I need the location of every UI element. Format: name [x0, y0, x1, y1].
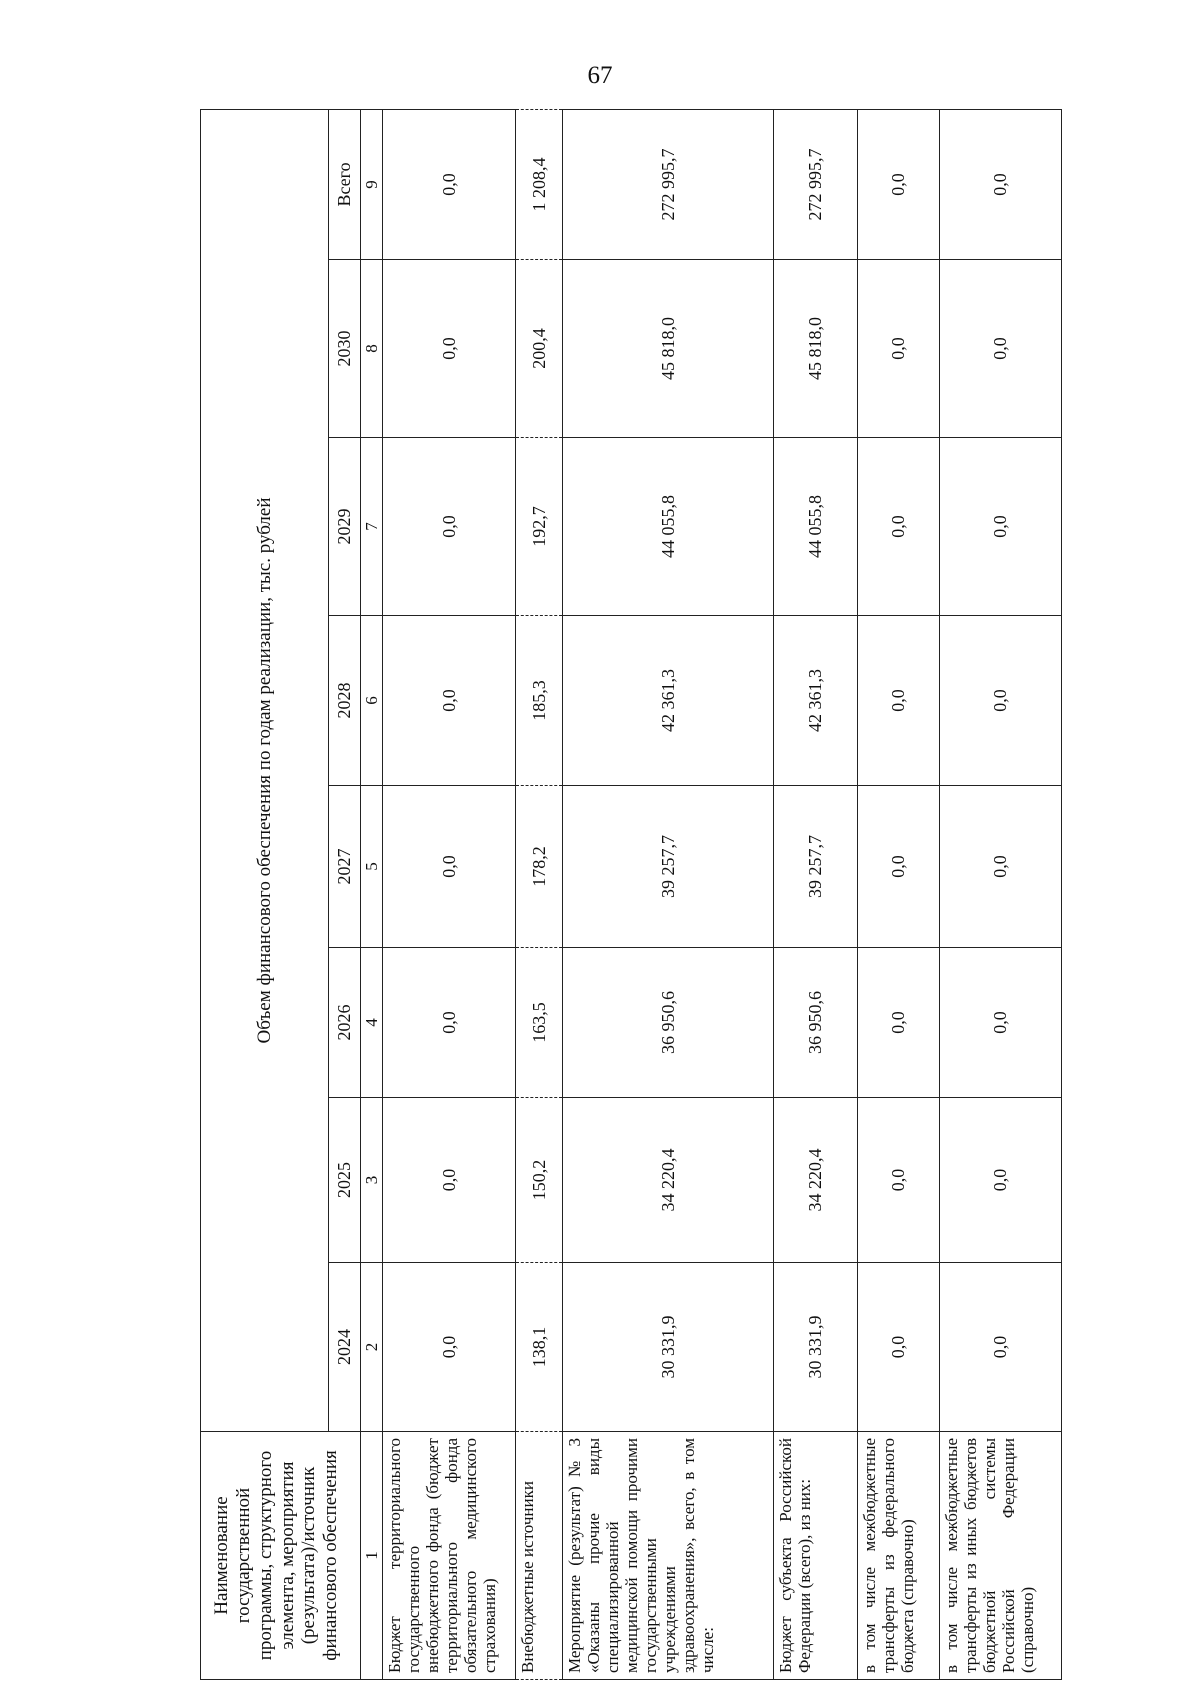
cell-value: 0,0	[939, 438, 1061, 616]
cell-value: 272 995,7	[773, 109, 857, 259]
cell-value: 0,0	[857, 616, 939, 786]
table-row	[773, 109, 857, 1679]
cell-value: 36 950,6	[773, 948, 857, 1098]
cell-value: 34 220,4	[773, 1098, 857, 1263]
row-label: Внебюджетные источники	[516, 1432, 563, 1680]
cell-value: 1 208,4	[516, 109, 563, 259]
cell-value: 0,0	[857, 260, 939, 438]
row-label: в том числе межбюджетные трансферты из федерального бюджета (справочно)	[857, 1432, 939, 1680]
page-number: 67	[587, 62, 613, 89]
header-name: Наименование государственной программы, структурного элемента, мероприятия (результата)/источник финансового обеспечения	[201, 1432, 361, 1680]
cell-value: 0,0	[383, 1263, 516, 1432]
cell-value: 272 995,7	[562, 109, 773, 259]
cell-value: 0,0	[939, 786, 1061, 948]
rotated-table-container	[200, 110, 1062, 1680]
cell-value: 0,0	[383, 786, 516, 948]
year-total: Всего	[328, 109, 360, 259]
column-number: 6	[360, 616, 382, 786]
cell-value: 42 361,3	[773, 616, 857, 786]
column-number: 4	[360, 948, 382, 1098]
cell-value: 0,0	[939, 1098, 1061, 1263]
cell-value: 45 818,0	[773, 260, 857, 438]
cell-value: 42 361,3	[562, 616, 773, 786]
cell-value: 34 220,4	[562, 1098, 773, 1263]
column-number: 2	[360, 1263, 382, 1432]
row-label: Мероприятие (результат) № 3 «Оказаны прочие виды специализированной медицинской помощи прочими государственными учреждениями здравоохранения», всего, в том числе:	[562, 1432, 773, 1680]
cell-value: 0,0	[857, 948, 939, 1098]
cell-value: 0,0	[857, 1263, 939, 1432]
table-row	[516, 109, 563, 1679]
financing-table	[200, 109, 1062, 1680]
cell-value: 0,0	[857, 109, 939, 259]
cell-value: 39 257,7	[773, 786, 857, 948]
cell-value: 138,1	[516, 1263, 563, 1432]
cell-value: 44 055,8	[562, 438, 773, 616]
cell-value: 0,0	[939, 948, 1061, 1098]
header-volume: Объем финансового обеспечения по годам реализации, тыс. рублей	[201, 109, 329, 1431]
year-2026: 2026	[328, 948, 360, 1098]
cell-value: 36 950,6	[562, 948, 773, 1098]
cell-value: 0,0	[383, 438, 516, 616]
year-2028: 2028	[328, 616, 360, 786]
cell-value: 0,0	[383, 616, 516, 786]
cell-value: 163,5	[516, 948, 563, 1098]
cell-value: 0,0	[383, 948, 516, 1098]
column-number: 5	[360, 786, 382, 948]
year-2029: 2029	[328, 438, 360, 616]
table-row	[857, 109, 939, 1679]
cell-value: 45 818,0	[562, 260, 773, 438]
table-row	[939, 109, 1061, 1679]
year-2030: 2030	[328, 260, 360, 438]
cell-value: 0,0	[939, 1263, 1061, 1432]
cell-value: 44 055,8	[773, 438, 857, 616]
cell-value: 0,0	[383, 260, 516, 438]
column-number: 8	[360, 260, 382, 438]
cell-value: 0,0	[857, 786, 939, 948]
cell-value: 0,0	[939, 616, 1061, 786]
cell-value: 0,0	[857, 1098, 939, 1263]
cell-value: 0,0	[383, 109, 516, 259]
column-number: 3	[360, 1098, 382, 1263]
row-label: Бюджет субъекта Российской Федерации (всего), из них:	[773, 1432, 857, 1680]
cell-value: 0,0	[383, 1098, 516, 1263]
cell-value: 0,0	[939, 260, 1061, 438]
cell-value: 0,0	[857, 438, 939, 616]
cell-value: 39 257,7	[562, 786, 773, 948]
column-number: 9	[360, 109, 382, 259]
year-2024: 2024	[328, 1263, 360, 1432]
cell-value: 0,0	[939, 109, 1061, 259]
table-row	[562, 109, 773, 1679]
cell-value: 185,3	[516, 616, 563, 786]
column-number: 1	[360, 1432, 382, 1680]
table-row	[383, 109, 516, 1679]
column-number: 7	[360, 438, 382, 616]
cell-value: 192,7	[516, 438, 563, 616]
year-2025: 2025	[328, 1098, 360, 1263]
cell-value: 150,2	[516, 1098, 563, 1263]
year-2027: 2027	[328, 786, 360, 948]
cell-value: 178,2	[516, 786, 563, 948]
column-number-row	[360, 109, 382, 1679]
row-label: в том числе межбюджетные трансферты из иных бюджетов бюджетной системы Российской Федерации (справочно)	[939, 1432, 1061, 1680]
cell-value: 30 331,9	[562, 1263, 773, 1432]
cell-value: 200,4	[516, 260, 563, 438]
row-label: Бюджет территориального государственного внебюджетного фонда (бюджет территориального фонда обязательного медицинского страхования)	[383, 1432, 516, 1680]
cell-value: 30 331,9	[773, 1263, 857, 1432]
